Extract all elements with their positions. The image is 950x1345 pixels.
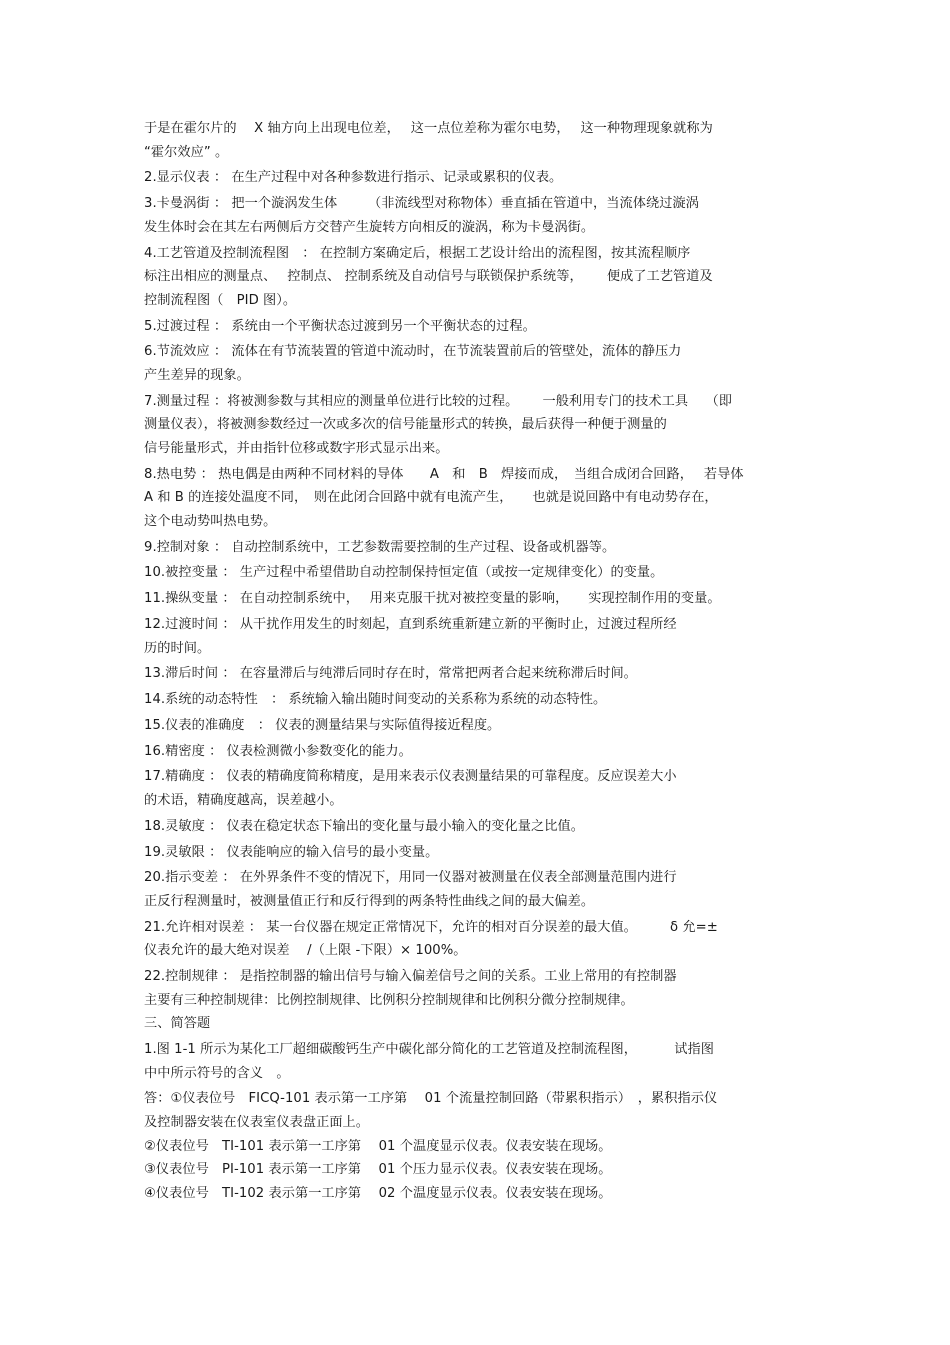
text-line: 于是在霍尔片的 X 轴方向上出现电位差， 这一点位差称为霍尔电势， 这一种物理现象就称为 [144,121,713,136]
definition-9: 9.控制对象 ： 自动控制系统中，工艺参数需要控制的生产过程、设备或机器等。 [144,539,616,555]
definition-17: 17.精确度 ： 仪表的精确度简称精度，是用来表示仪表测量结果的可靠程度。反应误差大小 [144,769,677,785]
text-line: 中中所示符号的含义 。 [144,1065,290,1081]
text-line: 主要有三种控制规律：比例控制规律、比例积分控制规律和比例积分微分控制规律。 [144,992,634,1008]
answer-1: 答：①仪表位号 FICQ-101 表示第一工序第 01 个流量控制回路（带累积指示） ，累积指示仪 [144,1091,718,1107]
document-body [144,117,808,1205]
definition-11: 11.操纵变量 ： 在自动控制系统中， 用来克服干扰对被控变量的影响， 实现控制作用的变量。 [144,591,721,607]
text-line: 正反行程测量时，被测量值正行和反行得到的两条特性曲线之间的最大偏差。 [144,893,595,909]
text-line: “霍尔效应” 。 [144,144,229,160]
definition-18: 18.灵敏度 ： 仪表在稳定状态下输出的变化量与最小输入的变化量之比值。 [144,818,584,834]
text-line: 发生体时会在其左右两侧后方交替产生旋转方向相反的漩涡，称为卡曼涡街。 [144,219,595,235]
definition-3: 3.卡曼涡街 ： 把一个漩涡发生体 （非流线型对称物体）垂直插在管道中，当流体绕过漩涡 [144,196,699,212]
definition-20: 20.指示变差 ： 在外界条件不变的情况下，用同一仪器对被测量在仪表全部测量范围内进行 [144,870,677,886]
definition-5: 5.过渡过程 ： 系统由一个平衡状态过渡到另一个平衡状态的过程。 [144,318,536,334]
text-line: 这个电动势叫热电势。 [144,513,277,529]
text-line: 的术语，精确度越高，误差越小。 [144,793,343,809]
section-heading: 三、简答题 [144,1016,211,1032]
definition-19: 19.灵敏限 ： 仪表能响应的输入信号的最小变量。 [144,844,439,860]
text-line: 测量仪表），将被测参数经过一次或多次的信号能量形式的转换，最后获得一种便于测量的 [144,417,667,433]
text-line: 信号能量形式，并由指针位移或数字形式显示出来。 [144,440,449,456]
definition-2: 2.显示仪表 ： 在生产过程中对各种参数进行指示、记录或累积的仪表。 [144,170,563,186]
definition-15: 15.仪表的准确度 ： 仪表的测量结果与实际值得接近程度。 [144,717,501,733]
definition-8: 8.热电势 ： 热电偶是由两种不同材料的导体 A 和 B 焊接而成， 当组合成闭合回路， 若导体 [144,466,744,482]
definition-4: 4.工艺管道及控制流程图 ： 在控制方案确定后，根据工艺设计给出的流程图，按其流程顺序 [144,245,691,261]
text-line: 及控制器安装在仪表室仪表盘正面上。 [144,1115,370,1131]
definition-16: 16.精密度 ： 仪表检测微小参数变化的能力。 [144,743,412,759]
text-line: 标注出相应的测量点、 控制点、 控制系统及自动信号与联锁保护系统等， 便成了工艺管道及 [144,269,713,285]
definition-13: 13.滞后时间 ： 在容量滞后与纯滞后同时存在时，常常把两者合起来统称滞后时间。 [144,666,637,682]
answer-item-3: ③仪表位号 PI-101 表示第一工序第 01 个压力显示仪表。仪表安装在现场。 [144,1162,612,1178]
answer-item-4: ④仪表位号 TI-102 表示第一工序第 02 个温度显示仪表。仪表安装在现场。 [144,1185,612,1201]
definition-22: 22.控制规律 ： 是指控制器的输出信号与输入偏差信号之间的关系。工业上常用的有控制器 [144,969,677,985]
text-line: 控制流程图（ PID 图）。 [144,292,297,308]
text-line: 产生差异的现象。 [144,367,250,383]
definition-12: 12.过渡时间 ： 从干扰作用发生的时刻起，直到系统重新建立新的平衡时止，过渡过程所经 [144,616,677,632]
answer-item-2: ②仪表位号 TI-101 表示第一工序第 01 个温度显示仪表。仪表安装在现场。 [144,1138,612,1154]
text-line: A 和 B 的连接处温度不同， 则在此闭合回路中就有电流产生， 也就是说回路中有电动势存在， [144,490,718,506]
text-line: 仪表允许的最大绝对误差 /（上限 -下限）× 100%。 [144,943,467,959]
definition-21: 21.允许相对误差 ： 某一台仪器在规定正常情况下，允许的相对百分误差的最大值。 δ 允=± [144,919,718,935]
definition-6: 6.节流效应 ： 流体在有节流装置的管道中流动时，在节流装置前后的管壁处，流体的静压力 [144,344,682,360]
definition-14: 14.系统的动态特性 ： 系统输入输出随时间变动的关系称为系统的动态特性。 [144,692,607,708]
definition-7: 7.测量过程 ：将被测参数与其相应的测量单位进行比较的过程。 一般利用专门的技术工具 （即 [144,393,733,409]
text-line: 历的时间。 [144,640,211,656]
question-1: 1.图 1-1 所示为某化工厂超细碳酸钙生产中碳化部分简化的工艺管道及控制流程图， 试指图 [144,1042,714,1058]
definition-10: 10.被控变量 ： 生产过程中希望借助自动控制保持恒定值（或按一定规律变化）的变量。 [144,565,664,581]
